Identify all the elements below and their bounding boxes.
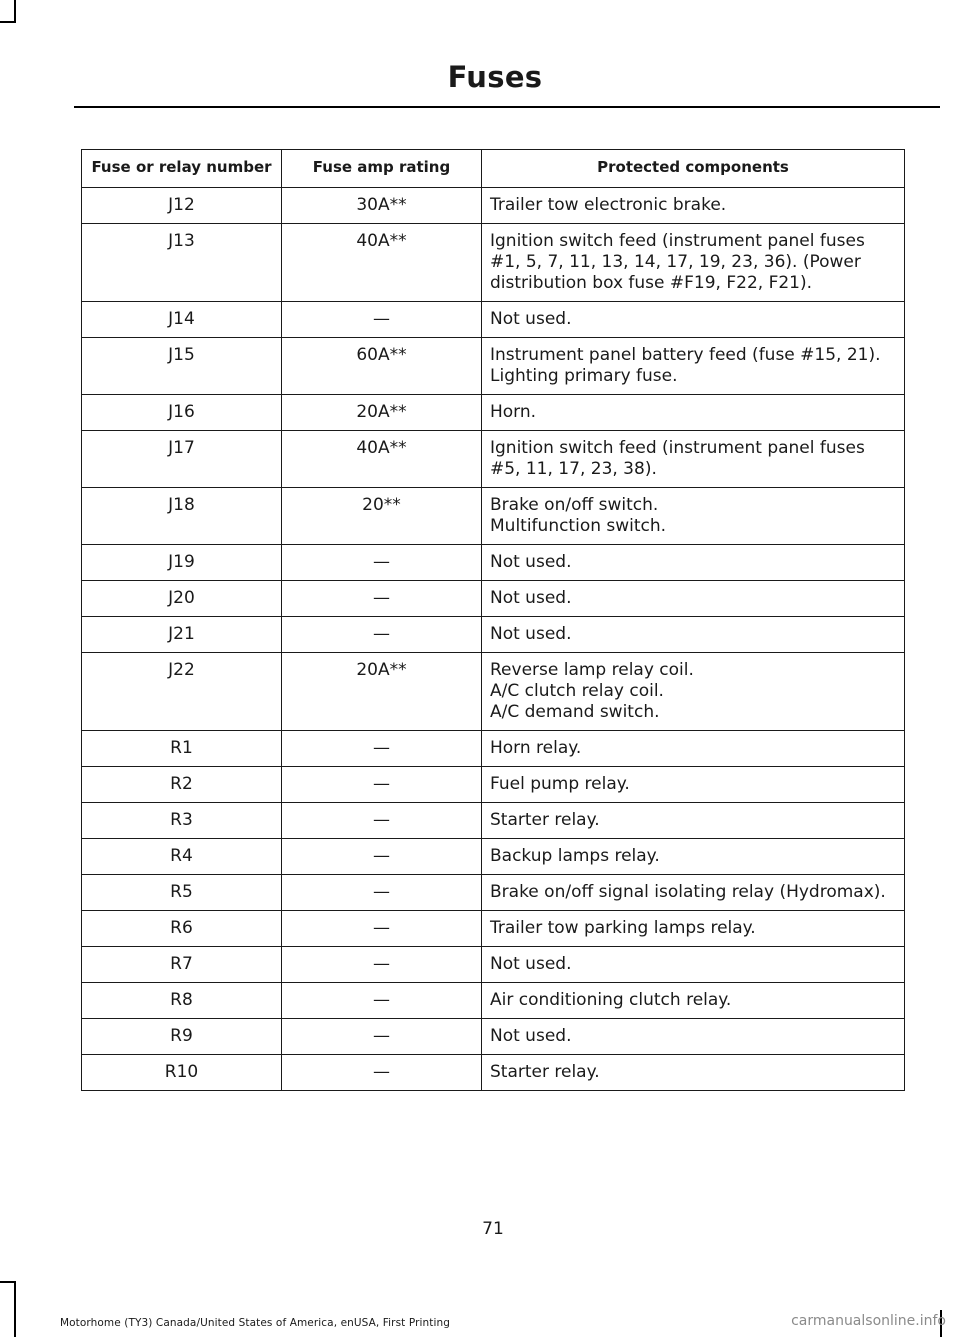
amp-rating-cell: 20A** — [282, 653, 482, 731]
amp-rating-cell: — — [282, 875, 482, 911]
table-row — [82, 839, 905, 875]
title-divider — [74, 106, 940, 108]
component-description: Air conditioning clutch relay. — [490, 990, 732, 1010]
protected-components-cell — [482, 395, 905, 431]
table-row — [82, 875, 905, 911]
table-header-row — [82, 150, 905, 188]
protected-components-cell — [482, 1019, 905, 1055]
fuse-number-cell: R6 — [82, 911, 282, 947]
table-row — [82, 302, 905, 338]
component-description: Not used. — [490, 588, 572, 608]
protected-components-cell — [482, 338, 905, 395]
column-header-protected-components: Protected components — [482, 150, 905, 188]
fuse-number-cell: J18 — [82, 488, 282, 545]
table-row — [82, 1055, 905, 1091]
fuse-number-cell: R8 — [82, 983, 282, 1019]
watermark: carmanualsonline.info — [791, 1313, 946, 1329]
fuse-number-cell: J14 — [82, 302, 282, 338]
fuse-number-cell: J19 — [82, 545, 282, 581]
component-description: Not used. — [490, 309, 572, 329]
protected-components-cell — [482, 1055, 905, 1091]
fuse-number-cell: J13 — [82, 224, 282, 302]
fuse-number-cell: J17 — [82, 431, 282, 488]
protected-components-cell — [482, 947, 905, 983]
fuse-number-cell: J20 — [82, 581, 282, 617]
amp-rating-cell: 40A** — [282, 431, 482, 488]
table-row — [82, 488, 905, 545]
page-title: Fuses — [447, 60, 543, 94]
crop-mark — [14, 0, 16, 22]
component-description: Instrument panel battery feed (fuse #15, 21). — [490, 345, 881, 365]
amp-rating-cell: — — [282, 983, 482, 1019]
column-header-fuse-number: Fuse or relay number — [82, 150, 282, 188]
component-description: Ignition switch feed (instrument panel fuses #1, 5, 7, 11, 13, 14, 17, 19, 23, 36). (Power distribution box fuse #F19, F22, F21). — [490, 231, 865, 293]
component-description: Brake on/off switch. — [490, 495, 659, 515]
fuse-number-cell: J12 — [82, 188, 282, 224]
table-row — [82, 581, 905, 617]
table-row — [82, 911, 905, 947]
amp-rating-cell: 40A** — [282, 224, 482, 302]
crop-mark — [14, 1282, 16, 1337]
table-row — [82, 653, 905, 731]
fuse-number-cell: R9 — [82, 1019, 282, 1055]
amp-rating-cell: 20** — [282, 488, 482, 545]
fuse-number-cell: J22 — [82, 653, 282, 731]
amp-rating-cell: 30A** — [282, 188, 482, 224]
component-description: Multifunction switch. — [490, 516, 667, 536]
component-description: Reverse lamp relay coil. — [490, 660, 694, 680]
fuse-number-cell: R4 — [82, 839, 282, 875]
protected-components-cell — [482, 488, 905, 545]
amp-rating-cell: — — [282, 617, 482, 653]
amp-rating-cell: — — [282, 947, 482, 983]
component-description: Horn. — [490, 402, 537, 422]
protected-components-cell — [482, 302, 905, 338]
table-row — [82, 983, 905, 1019]
component-description: Ignition switch feed (instrument panel fuses #5, 11, 17, 23, 38). — [490, 438, 865, 479]
table-row — [82, 1019, 905, 1055]
amp-rating-cell: 20A** — [282, 395, 482, 431]
fuse-number-cell: R1 — [82, 731, 282, 767]
table-row — [82, 338, 905, 395]
component-description: Not used. — [490, 1026, 572, 1046]
component-description: Fuel pump relay. — [490, 774, 630, 794]
protected-components-cell — [482, 617, 905, 653]
table-row — [82, 617, 905, 653]
fuse-number-cell: R10 — [82, 1055, 282, 1091]
fuse-table — [81, 149, 905, 1091]
protected-components-cell — [482, 431, 905, 488]
protected-components-cell — [482, 875, 905, 911]
component-description: Horn relay. — [490, 738, 582, 758]
amp-rating-cell: — — [282, 731, 482, 767]
component-description: A/C demand switch. — [490, 702, 660, 722]
component-description: Trailer tow parking lamps relay. — [490, 918, 756, 938]
component-description: Brake on/off signal isolating relay (Hydromax). — [490, 882, 886, 902]
amp-rating-cell: — — [282, 1055, 482, 1091]
amp-rating-cell: 60A** — [282, 338, 482, 395]
fuse-number-cell: J15 — [82, 338, 282, 395]
protected-components-cell — [482, 839, 905, 875]
fuse-number-cell: R2 — [82, 767, 282, 803]
page-number: 71 — [482, 1219, 504, 1239]
component-description: Backup lamps relay. — [490, 846, 660, 866]
protected-components-cell — [482, 188, 905, 224]
amp-rating-cell: — — [282, 767, 482, 803]
table-row — [82, 395, 905, 431]
amp-rating-cell: — — [282, 302, 482, 338]
component-description: Starter relay. — [490, 810, 600, 830]
component-description: Not used. — [490, 954, 572, 974]
crop-mark — [0, 1281, 16, 1283]
protected-components-cell — [482, 731, 905, 767]
table-row — [82, 947, 905, 983]
component-description: Lighting primary fuse. — [490, 366, 678, 386]
fuse-number-cell: J21 — [82, 617, 282, 653]
protected-components-cell — [482, 581, 905, 617]
table-row — [82, 803, 905, 839]
table-row — [82, 767, 905, 803]
protected-components-cell — [482, 653, 905, 731]
fuse-number-cell: R7 — [82, 947, 282, 983]
publication-footer: Motorhome (TY3) Canada/United States of America, enUSA, First Printing — [60, 1317, 451, 1329]
table-row — [82, 431, 905, 488]
protected-components-cell — [482, 224, 905, 302]
table-row — [82, 224, 905, 302]
component-description: A/C clutch relay coil. — [490, 681, 664, 701]
component-description: Starter relay. — [490, 1062, 600, 1082]
amp-rating-cell: — — [282, 581, 482, 617]
table-row — [82, 188, 905, 224]
amp-rating-cell: — — [282, 1019, 482, 1055]
amp-rating-cell: — — [282, 839, 482, 875]
table-row — [82, 731, 905, 767]
crop-mark — [0, 21, 16, 23]
protected-components-cell — [482, 803, 905, 839]
amp-rating-cell: — — [282, 911, 482, 947]
component-description: Trailer tow electronic brake. — [490, 195, 727, 215]
protected-components-cell — [482, 983, 905, 1019]
component-description: Not used. — [490, 624, 572, 644]
fuse-number-cell: J16 — [82, 395, 282, 431]
fuse-table-body — [82, 188, 905, 1091]
amp-rating-cell: — — [282, 803, 482, 839]
column-header-amp-rating: Fuse amp rating — [282, 150, 482, 188]
component-description: Not used. — [490, 552, 572, 572]
amp-rating-cell: — — [282, 545, 482, 581]
protected-components-cell — [482, 545, 905, 581]
protected-components-cell — [482, 911, 905, 947]
fuse-number-cell: R3 — [82, 803, 282, 839]
table-row — [82, 545, 905, 581]
protected-components-cell — [482, 767, 905, 803]
fuse-number-cell: R5 — [82, 875, 282, 911]
